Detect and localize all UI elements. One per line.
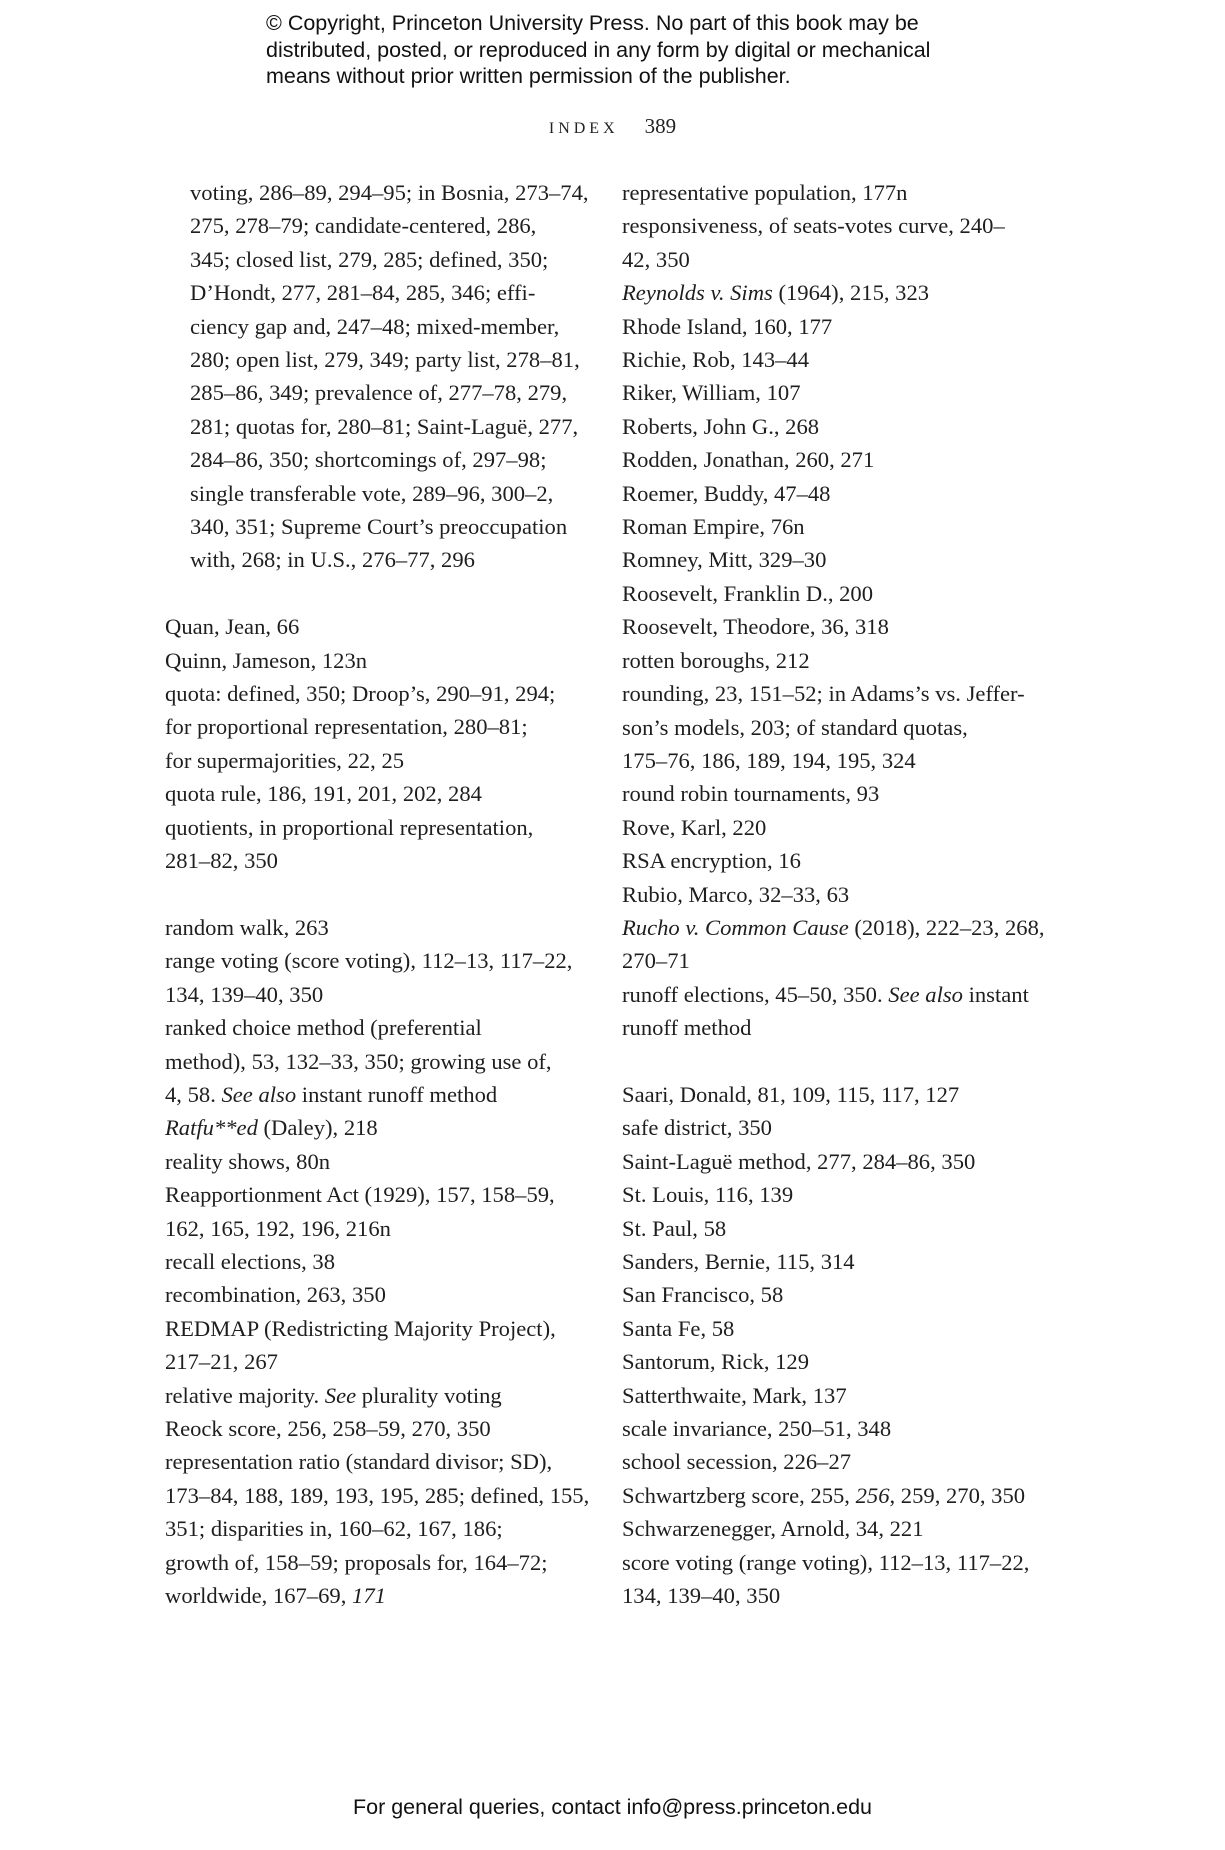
index-text: worldwide, 167–69,: [165, 1583, 353, 1609]
copyright-line: © Copyright, Princeton University Press. No part of this book may be: [266, 11, 919, 35]
index-entry: [165, 1312, 590, 1379]
index-line: Santa Fe, 58: [622, 1315, 735, 1341]
index-line: Quinn, Jameson, 123n: [165, 647, 368, 673]
index-entry: [165, 1445, 590, 1612]
index-text: (Daley), 218: [257, 1115, 378, 1141]
index-line: Roosevelt, Theodore, 36, 318: [622, 614, 889, 640]
index-entry: [622, 1512, 1052, 1545]
index-entry: [622, 1479, 1052, 1512]
index-line: St. Paul, 58: [622, 1215, 727, 1241]
index-entry: [165, 1379, 590, 1412]
index-line: Rubio, Marco, 32–33, 63: [622, 881, 850, 907]
index-entry: [622, 1245, 1052, 1278]
index-entry: [165, 1111, 590, 1144]
index-line: son’s models, 203; of standard quotas,: [622, 714, 968, 740]
index-line: [165, 1078, 590, 1111]
index-line: Rodden, Jonathan, 260, 271: [622, 447, 875, 473]
index-entry: [622, 543, 1052, 576]
index-entry: [622, 1212, 1052, 1245]
letter-gap: [622, 1045, 1052, 1078]
index-line: San Francisco, 58: [622, 1282, 784, 1308]
index-entry: [622, 1412, 1052, 1445]
copyright-line: distributed, posted, or reproduced in any form by digital or mechanical: [266, 37, 931, 62]
index-text: (1964), 215, 323: [772, 280, 930, 306]
index-line: 217–21, 267: [165, 1349, 278, 1375]
index-entry: [622, 376, 1052, 409]
index-entry: [622, 1445, 1052, 1478]
index-entry: [622, 343, 1052, 376]
running-head: [0, 114, 1225, 139]
index-line: reality shows, 80n: [165, 1148, 331, 1174]
index-text: runoff elections, 45–50, 350.: [622, 981, 889, 1007]
see-also-ref: See also: [221, 1081, 297, 1107]
index-entry: [165, 1178, 590, 1245]
index-line: Santorum, Rick, 129: [622, 1349, 810, 1375]
index-entry: [165, 610, 590, 643]
see-also-ref: See also: [888, 981, 963, 1007]
index-entry: [622, 610, 1052, 643]
index-line: rounding, 23, 151–52; in Adams’s vs. Jeffer-: [622, 681, 1025, 707]
case-title: Rucho v. Common Cause: [622, 914, 849, 940]
index-entry: [165, 1245, 590, 1278]
index-line: Roberts, John G., 268: [622, 413, 820, 439]
index-line: 340, 351; Supreme Court’s preoccupation: [190, 514, 568, 540]
index-line: 270–71: [622, 948, 690, 974]
index-line: method), 53, 132–33, 350; growing use of,: [165, 1048, 552, 1074]
index-entry: [165, 1412, 590, 1445]
index-text: instant: [962, 981, 1029, 1007]
index-line: random walk, 263: [165, 914, 329, 940]
index-line: Reapportionment Act (1929), 157, 158–59,: [165, 1182, 555, 1208]
index-line: Saint-Laguë method, 277, 284–86, 350: [622, 1148, 976, 1174]
index-line: recall elections, 38: [165, 1248, 336, 1274]
index-line: D’Hondt, 277, 281–84, 285, 346; effi-: [190, 280, 536, 306]
index-text: , 259, 270, 350: [889, 1482, 1026, 1508]
index-entry: [622, 1379, 1052, 1412]
index-line: safe district, 350: [622, 1115, 772, 1141]
index-entry: [622, 410, 1052, 443]
index-column-left: [165, 176, 590, 1612]
index-line: quotients, in proportional representation,: [165, 814, 534, 840]
index-text: relative majority.: [165, 1382, 325, 1408]
index-line: 281–82, 350: [165, 848, 278, 874]
index-line: Satterthwaite, Mark, 137: [622, 1382, 847, 1408]
book-title: Ratfu**ed: [165, 1115, 258, 1141]
index-line: [622, 911, 1052, 944]
index-line: 285–86, 349; prevalence of, 277–78, 279,: [190, 380, 568, 406]
index-line: 351; disparities in, 160–62, 167, 186;: [165, 1516, 503, 1542]
index-line: with, 268; in U.S., 276–77, 296: [190, 547, 475, 573]
index-column-right: [622, 176, 1052, 1612]
index-line: Romney, Mitt, 329–30: [622, 547, 827, 573]
index-line: scale invariance, 250–51, 348: [622, 1416, 892, 1442]
index-line: 173–84, 188, 189, 193, 195, 285; defined, 155,: [165, 1482, 590, 1508]
figure-page-ref: 171: [352, 1583, 386, 1609]
index-line: [165, 1379, 590, 1412]
index-line: runoff method: [622, 1015, 752, 1041]
index-line: Quan, Jean, 66: [165, 614, 300, 640]
letter-gap: [165, 878, 590, 911]
index-entry: [622, 577, 1052, 610]
footer-contact: For general queries, contact info@press.princeton.edu: [352, 1795, 872, 1819]
index-line: Reock score, 256, 258–59, 270, 350: [165, 1416, 491, 1441]
index-line: responsiveness, of seats-votes curve, 240–: [622, 213, 1005, 239]
index-line: for proportional representation, 280–81;: [165, 714, 528, 740]
index-entry: [165, 1011, 590, 1111]
index-line: Roman Empire, 76n: [622, 514, 805, 540]
index-text: (2018), 222–23, 268,: [848, 914, 1045, 940]
index-line: range voting (score voting), 112–13, 117–22,: [165, 948, 573, 974]
index-line: 175–76, 186, 189, 194, 195, 324: [622, 747, 916, 773]
index-line: Rove, Karl, 220: [622, 814, 767, 840]
index-entry: [622, 1312, 1052, 1345]
index-entry: [622, 1178, 1052, 1211]
index-entry: [622, 510, 1052, 543]
index-line: school secession, 226–27: [622, 1449, 852, 1475]
index-line: representation ratio (standard divisor; SD),: [165, 1449, 553, 1475]
copyright-notice: [266, 10, 1026, 90]
index-entry-continued: [165, 176, 590, 577]
figure-page-ref: 256: [855, 1482, 890, 1508]
index-line: ranked choice method (preferential: [165, 1015, 482, 1041]
index-line: [622, 1479, 1052, 1512]
index-entry: [622, 1345, 1052, 1378]
index-entry: [165, 644, 590, 677]
index-entry: [622, 276, 1052, 309]
index-line: [622, 978, 1052, 1011]
index-line: rotten boroughs, 212: [622, 647, 810, 673]
index-line: Riker, William, 107: [622, 380, 801, 406]
index-entry: [622, 176, 1052, 209]
index-line: 281; quotas for, 280–81; Saint-Laguë, 277,: [190, 413, 579, 439]
index-line: voting, 286–89, 294–95; in Bosnia, 273–74,: [190, 180, 589, 205]
index-entry: [165, 1278, 590, 1311]
index-line: quota rule, 186, 191, 201, 202, 284: [165, 781, 482, 807]
index-entry: [622, 777, 1052, 810]
letter-gap: [165, 577, 590, 610]
index-line: ciency gap and, 247–48; mixed-member,: [190, 313, 560, 339]
index-line: Roemer, Buddy, 47–48: [622, 480, 831, 506]
index-line: St. Louis, 116, 139: [622, 1182, 794, 1208]
index-text: 4, 58.: [165, 1081, 222, 1107]
index-text: Schwartzberg score, 255,: [622, 1482, 856, 1508]
index-entry: [622, 677, 1052, 777]
copyright-line: means without prior written permission of the publisher.: [266, 64, 791, 88]
index-line: growth of, 158–59; proposals for, 164–72;: [165, 1549, 548, 1575]
index-line: 134, 139–40, 350: [622, 1583, 781, 1609]
see-ref: See: [324, 1382, 357, 1408]
index-line: Sanders, Bernie, 115, 314: [622, 1248, 855, 1274]
index-line: 162, 165, 192, 196, 216n: [165, 1215, 391, 1241]
index-entry: [622, 878, 1052, 911]
index-entry: [165, 677, 590, 777]
index-entry: [622, 443, 1052, 476]
index-line: Schwarzenegger, Arnold, 34, 221: [622, 1516, 924, 1542]
index-line: quota: defined, 350; Droop’s, 290–91, 294;: [165, 681, 556, 707]
index-line: 284–86, 350; shortcomings of, 297–98;: [190, 447, 547, 473]
index-entry: [622, 978, 1052, 1045]
index-line: recombination, 263, 350: [165, 1282, 386, 1308]
index-entry: [622, 209, 1052, 276]
index-entry: [622, 1111, 1052, 1144]
index-line: round robin tournaments, 93: [622, 781, 880, 807]
index-entry: [165, 811, 590, 878]
index-entry: [622, 811, 1052, 844]
index-entry: [165, 911, 590, 944]
index-entry: [622, 844, 1052, 877]
index-line: Roosevelt, Franklin D., 200: [622, 580, 874, 606]
index-text: instant runoff method: [296, 1081, 498, 1107]
index-entry: [622, 1278, 1052, 1311]
index-line: REDMAP (Redistricting Majority Project),: [165, 1315, 556, 1341]
index-entry: [622, 1145, 1052, 1178]
index-line: for supermajorities, 22, 25: [165, 747, 405, 773]
index-line: score voting (range voting), 112–13, 117–22,: [622, 1549, 1030, 1575]
index-line: representative population, 177n: [622, 180, 908, 205]
index-line: [165, 1111, 590, 1144]
index-entry: [165, 1145, 590, 1178]
index-line: 280; open list, 279, 349; party list, 278–81,: [190, 347, 580, 373]
index-line: 134, 139–40, 350: [165, 981, 324, 1007]
index-line: Rhode Island, 160, 177: [622, 313, 833, 339]
index-entry: [165, 944, 590, 1011]
index-entry: [622, 911, 1052, 978]
index-line: [165, 1579, 590, 1612]
index-line: Saari, Donald, 81, 109, 115, 117, 127: [622, 1081, 960, 1107]
index-entry: [165, 777, 590, 810]
index-entry: [622, 644, 1052, 677]
page-number: 389: [644, 114, 677, 138]
index-line: single transferable vote, 289–96, 300–2,: [190, 480, 554, 506]
index-line: 275, 278–79; candidate-centered, 286,: [190, 213, 537, 239]
index-line: [622, 276, 1052, 309]
index-entry: [622, 310, 1052, 343]
index-entry: [622, 477, 1052, 510]
index-entry: [622, 1078, 1052, 1111]
section-label: INDEX: [548, 120, 619, 137]
index-line: 42, 350: [622, 246, 690, 272]
index-line: 345; closed list, 279, 285; defined, 350;: [190, 246, 549, 272]
index-text: plurality voting: [356, 1382, 502, 1408]
index-line: RSA encryption, 16: [622, 848, 801, 874]
case-title: Reynolds v. Sims: [622, 280, 773, 306]
index-line: Richie, Rob, 143–44: [622, 347, 810, 373]
index-entry: [622, 1546, 1052, 1613]
